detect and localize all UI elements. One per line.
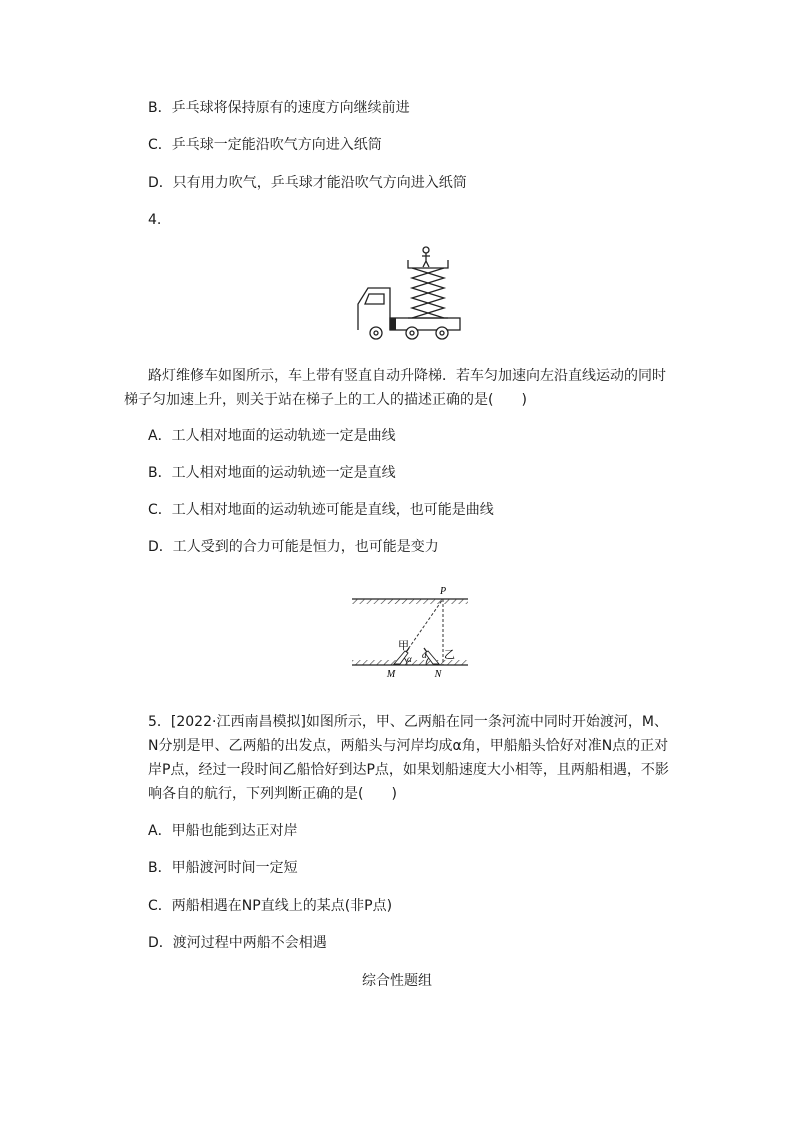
q5-option-b: B．甲船渡河时间一定短 [148, 860, 298, 876]
label-jia: 甲 [398, 639, 409, 652]
river-crossing-figure [350, 585, 470, 680]
q4-option-b: B．工人相对地面的运动轨迹一定是直线 [148, 465, 396, 481]
label-n: N [434, 669, 442, 680]
q5-option-c: C．两船相遇在NP直线上的某点(非P点) [148, 898, 393, 914]
q4-number: 4. [148, 212, 162, 228]
q4-option-d: D．工人受到的合力可能是恒力，也可能是变力 [148, 539, 439, 555]
label-m: M [386, 669, 396, 680]
q5-option-a: A．甲船也能到达正对岸 [148, 823, 298, 839]
q4-option-c: C．工人相对地面的运动轨迹可能是直线，也可能是曲线 [148, 502, 494, 518]
q4-stem: 路灯维修车如图所示，车上带有竖直自动升降梯．若车匀加速向左沿直线运动的同时梯子匀加速上升，则关于站在梯子上的工人的描述正确的是( ) [124, 368, 666, 408]
q3-option-d: D．只有用力吹气，乒乓球才能沿吹气方向进入纸筒 [148, 175, 467, 191]
label-yi: 乙 [444, 648, 455, 661]
label-alpha-left: α [407, 654, 412, 664]
q3-option-c: C．乒乓球一定能沿吹气方向进入纸筒 [148, 137, 382, 153]
repair-truck-figure [350, 242, 465, 342]
label-p: P [439, 586, 447, 597]
label-alpha-right: α [422, 650, 427, 660]
q4-option-a: A．工人相对地面的运动轨迹一定是曲线 [148, 428, 396, 444]
section-title: 综合性题组 [362, 973, 432, 989]
q5-stem: 5．[2022·江西南昌模拟]如图所示，甲、乙两船在同一条河流中同时开始渡河，M、N分别是甲、乙两船的出发点，两船头与河岸均成α角，甲船船头恰好对准N点的正对岸P点，经过一段时间乙船恰好到达P点，如果划船速度大小相等，且两船相遇，不影响各自的航行，下列判断正确的是( ) [148, 714, 669, 802]
q5-option-d: D．渡河过程中两船不会相遇 [148, 935, 327, 951]
q3-option-b: B．乒乓球将保持原有的速度方向继续前进 [148, 100, 410, 116]
